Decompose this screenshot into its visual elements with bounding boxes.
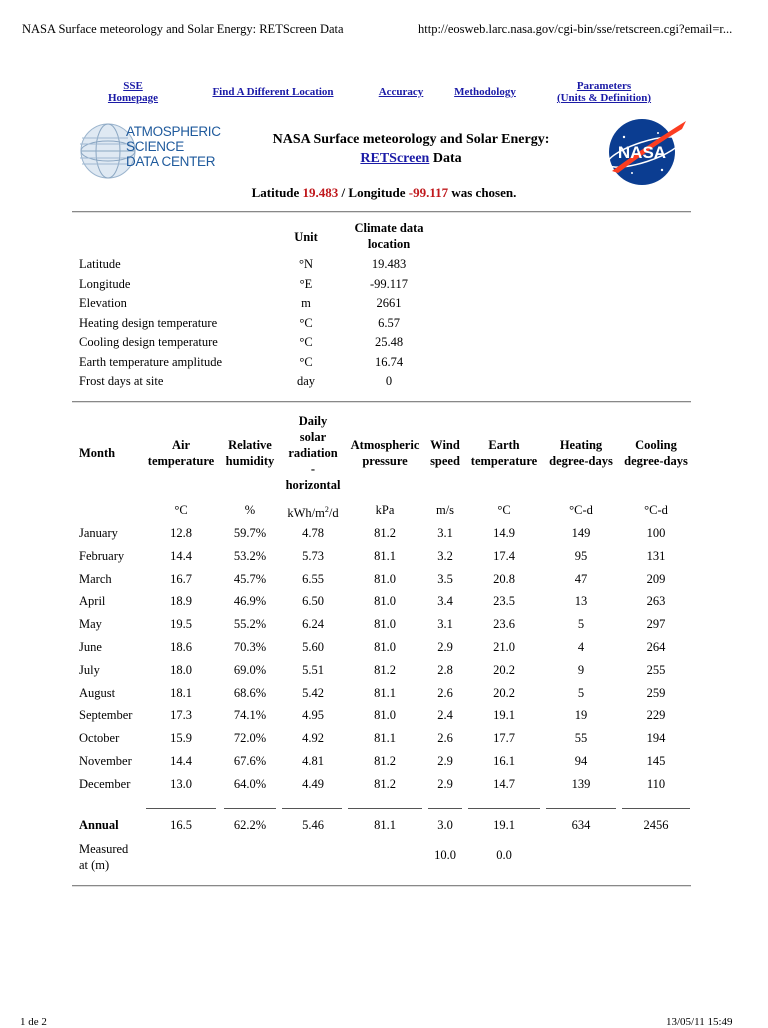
cell-earth: 20.2 bbox=[493, 685, 515, 700]
column-rule bbox=[622, 808, 690, 809]
cell-rh: 45.7% bbox=[233, 571, 267, 586]
location-row-value: 19.483 bbox=[371, 257, 407, 271]
annual-earth: 19.1 bbox=[493, 818, 515, 832]
annual-solar: 5.46 bbox=[302, 818, 324, 832]
location-row-unit: °E bbox=[299, 276, 313, 291]
cell-cool: 264 bbox=[646, 640, 666, 654]
cell-rh: 72.0% bbox=[233, 731, 267, 746]
cell-sol: 5.73 bbox=[302, 548, 324, 563]
chosen-location: Latitude 19.483 / Longitude -99.117 was chosen. bbox=[251, 185, 517, 200]
month-label: February bbox=[79, 548, 125, 563]
column-rule bbox=[348, 808, 422, 809]
cell-wind: 2.6 bbox=[437, 731, 453, 746]
cell-wind: 3.2 bbox=[437, 548, 453, 563]
cell-sol: 4.78 bbox=[302, 526, 324, 540]
cell-earth: 23.6 bbox=[493, 617, 515, 632]
cell-wind: 3.5 bbox=[437, 571, 453, 586]
cell-sol: 6.55 bbox=[302, 571, 324, 586]
cell-atm: 81.2 bbox=[374, 662, 396, 677]
cell-cool: 255 bbox=[646, 662, 666, 677]
annual-air: 16.5 bbox=[170, 818, 192, 832]
cell-atm: 81.0 bbox=[374, 617, 396, 632]
cell-air: 18.1 bbox=[170, 685, 192, 700]
air-temp-header: Air temperature bbox=[147, 438, 215, 468]
cell-rh: 53.2% bbox=[233, 548, 267, 563]
cell-sol: 5.42 bbox=[302, 685, 324, 700]
column-rule bbox=[546, 808, 616, 809]
cell-wind: 2.9 bbox=[437, 754, 453, 768]
cell-sol: 4.81 bbox=[302, 754, 324, 768]
asdc-logo-text: ATMOSPHERIC SCIENCE DATA CENTER bbox=[126, 124, 221, 169]
cell-atm: 81.0 bbox=[374, 571, 396, 586]
cell-heat: 9 bbox=[577, 662, 585, 677]
cell-atm: 81.0 bbox=[374, 640, 396, 654]
cell-air: 15.9 bbox=[170, 731, 192, 746]
cell-wind: 3.4 bbox=[437, 594, 453, 609]
cell-cool: 145 bbox=[646, 754, 666, 768]
cell-heat: 4 bbox=[577, 640, 585, 654]
cell-cool: 263 bbox=[646, 594, 666, 609]
cell-atm: 81.2 bbox=[374, 754, 396, 768]
cell-cool: 229 bbox=[646, 708, 666, 723]
solar-unit: kWh/$m^2/d$ bbox=[287, 505, 339, 521]
pressure-unit: kPa bbox=[375, 503, 395, 517]
cell-air: 19.5 bbox=[170, 617, 192, 632]
cell-atm: 81.2 bbox=[374, 526, 396, 540]
asdc-logo bbox=[78, 118, 228, 184]
cell-heat: 47 bbox=[574, 571, 588, 586]
wind-unit: m/s bbox=[435, 503, 455, 517]
cell-air: 14.4 bbox=[170, 754, 192, 768]
month-label: August bbox=[79, 685, 116, 700]
cell-air: 17.3 bbox=[170, 708, 192, 723]
annual-wind: 3.0 bbox=[437, 818, 453, 832]
cell-atm: 81.2 bbox=[374, 776, 396, 791]
cell-rh: 46.9% bbox=[233, 594, 267, 609]
location-row-label: Cooling design temperature bbox=[79, 335, 218, 349]
rh-unit: % bbox=[244, 503, 256, 517]
location-row-label: Frost days at site bbox=[79, 374, 164, 388]
location-row-unit: m bbox=[301, 296, 311, 310]
cell-earth: 21.0 bbox=[493, 640, 515, 654]
location-row-label: Longitude bbox=[79, 276, 131, 291]
cell-heat: 139 bbox=[571, 776, 591, 791]
parameters-link[interactable]: Parameters (Units & Definition) bbox=[556, 80, 652, 104]
month-label: October bbox=[79, 731, 120, 746]
cell-earth: 23.5 bbox=[493, 594, 515, 609]
column-rule bbox=[146, 808, 216, 809]
divider bbox=[72, 401, 691, 403]
earth-temp-unit: °C bbox=[497, 503, 511, 517]
cell-sol: 4.92 bbox=[302, 731, 324, 746]
cell-wind: 2.9 bbox=[437, 776, 453, 791]
wind-header: Wind speed bbox=[430, 438, 460, 468]
chosen-longitude: -99.117 bbox=[408, 185, 449, 200]
month-label: June bbox=[79, 640, 102, 654]
location-row-value: -99.117 bbox=[369, 276, 409, 291]
location-row-label: Latitude bbox=[79, 257, 121, 271]
location-row-value: 16.74 bbox=[374, 354, 404, 369]
cell-heat: 5 bbox=[577, 617, 585, 632]
cell-sol: 6.50 bbox=[302, 594, 324, 609]
cell-cool: 209 bbox=[646, 571, 666, 586]
rh-header: Relative humidity bbox=[225, 438, 275, 468]
location-row-unit: °C bbox=[299, 315, 313, 330]
location-row-value: 6.57 bbox=[378, 315, 400, 330]
cell-heat: 13 bbox=[574, 594, 588, 609]
find-location-link[interactable]: Find A Different Location bbox=[212, 86, 334, 98]
print-header-url: http://eosweb.larc.nasa.gov/cgi-bin/sse/retscreen.cgi?email=r... bbox=[418, 22, 733, 36]
cell-sol: 6.24 bbox=[302, 617, 324, 632]
print-header-title: NASA Surface meteorology and Solar Energy: RETScreen Data bbox=[22, 22, 344, 36]
cell-rh: 70.3% bbox=[233, 640, 267, 654]
cooling-dd-header: Cooling degree-days bbox=[624, 438, 688, 468]
heating-unit: °C-d bbox=[569, 503, 593, 517]
measured-earth: 0.0 bbox=[496, 848, 512, 862]
methodology-link[interactable]: Methodology bbox=[454, 86, 516, 98]
cell-wind: 3.1 bbox=[437, 526, 453, 540]
column-rule bbox=[224, 808, 276, 809]
month-label: July bbox=[79, 662, 100, 677]
measured-wind: 10.0 bbox=[434, 848, 456, 862]
annual-label: Annual bbox=[79, 818, 119, 832]
cell-cool: 297 bbox=[646, 617, 666, 632]
cell-earth: 20.8 bbox=[493, 571, 515, 586]
cell-rh: 55.2% bbox=[233, 617, 267, 632]
measured-label: Measured at (m) bbox=[79, 842, 129, 872]
cell-earth: 19.1 bbox=[493, 708, 515, 723]
cell-air: 16.7 bbox=[170, 571, 192, 586]
annual-cooling: 2456 bbox=[643, 818, 669, 832]
page-counter: 1 de 2 bbox=[20, 1016, 47, 1028]
nasa-logo-text: NASA bbox=[617, 143, 667, 162]
divider bbox=[72, 885, 691, 887]
location-row-unit: °C bbox=[299, 335, 313, 349]
cell-earth: 14.9 bbox=[493, 526, 515, 540]
cell-heat: 94 bbox=[574, 754, 588, 768]
cell-cool: 110 bbox=[646, 776, 666, 791]
cell-earth: 17.7 bbox=[493, 731, 515, 746]
unit-header: Unit bbox=[294, 230, 318, 244]
cell-air: 12.8 bbox=[170, 526, 192, 540]
divider bbox=[72, 211, 691, 213]
page-title: NASA Surface meteorology and Solar Energy: RETScreen Data bbox=[272, 132, 550, 166]
nasa-meatball-logo bbox=[602, 115, 688, 187]
cell-atm: 81.0 bbox=[374, 708, 396, 723]
cell-sol: 4.95 bbox=[302, 708, 324, 723]
cell-heat: 149 bbox=[571, 526, 591, 540]
cell-wind: 3.1 bbox=[437, 617, 453, 632]
cell-cool: 131 bbox=[646, 548, 666, 563]
annual-heating: 634 bbox=[571, 818, 591, 832]
month-label: January bbox=[79, 526, 118, 540]
cell-wind: 2.6 bbox=[437, 685, 453, 700]
location-row-value: 0 bbox=[385, 374, 393, 388]
heating-dd-header: Heating degree-days bbox=[549, 438, 613, 468]
cell-sol: 5.60 bbox=[302, 640, 324, 654]
cell-cool: 194 bbox=[646, 731, 666, 746]
cell-heat: 95 bbox=[574, 548, 588, 563]
cell-rh: 59.7% bbox=[233, 526, 267, 540]
month-header: Month bbox=[79, 446, 116, 460]
chosen-latitude: 19.483 bbox=[302, 185, 339, 200]
cell-air: 13.0 bbox=[170, 776, 192, 791]
location-row-unit: °N bbox=[298, 257, 314, 271]
annual-pressure: 81.1 bbox=[374, 818, 396, 832]
print-timestamp: 13/05/11 15:49 bbox=[666, 1016, 733, 1028]
sse-homepage-link[interactable]: SSE Homepage bbox=[107, 80, 159, 104]
column-rule bbox=[282, 808, 342, 809]
cell-air: 18.9 bbox=[170, 594, 192, 609]
cell-rh: 68.6% bbox=[233, 685, 267, 700]
solar-radiation-header: Daily solar radiation - horizontal bbox=[285, 414, 341, 492]
location-row-unit: °C bbox=[299, 354, 313, 369]
cell-sol: 5.51 bbox=[302, 662, 324, 677]
air-temp-unit: °C bbox=[174, 503, 188, 517]
cell-earth: 16.1 bbox=[493, 754, 515, 768]
earth-temp-header: Earth temperature bbox=[470, 438, 538, 468]
cell-cool: 100 bbox=[646, 526, 666, 540]
cell-earth: 17.4 bbox=[493, 548, 515, 563]
cell-wind: 2.8 bbox=[437, 662, 453, 677]
cell-heat: 5 bbox=[577, 685, 585, 700]
location-row-label: Earth temperature amplitude bbox=[79, 354, 222, 369]
cell-wind: 2.9 bbox=[437, 640, 453, 654]
pressure-header: Atmospheric pressure bbox=[350, 438, 420, 468]
location-row-value: 2661 bbox=[376, 296, 402, 310]
location-row-unit: day bbox=[296, 374, 316, 388]
cell-sol: 4.49 bbox=[302, 776, 324, 791]
location-row-label: Elevation bbox=[79, 296, 127, 310]
cell-atm: 81.0 bbox=[374, 594, 396, 609]
location-row-value: 25.48 bbox=[374, 335, 404, 349]
column-rule bbox=[468, 808, 540, 809]
cell-heat: 55 bbox=[574, 731, 588, 746]
cell-air: 18.0 bbox=[170, 662, 192, 677]
month-label: May bbox=[79, 617, 102, 632]
cell-cool: 259 bbox=[646, 685, 666, 700]
cell-heat: 19 bbox=[574, 708, 588, 723]
cell-rh: 69.0% bbox=[233, 662, 267, 677]
cell-air: 18.6 bbox=[170, 640, 192, 654]
month-label: November bbox=[79, 754, 132, 768]
cell-atm: 81.1 bbox=[374, 731, 396, 746]
cooling-unit: °C-d bbox=[644, 503, 668, 517]
climate-location-header: Climate data location bbox=[354, 221, 424, 251]
month-label: March bbox=[79, 571, 112, 586]
retscreen-link[interactable]: RETScreen bbox=[360, 151, 430, 166]
month-label: April bbox=[79, 594, 106, 609]
annual-rh: 62.2% bbox=[233, 818, 267, 832]
cell-air: 14.4 bbox=[170, 548, 192, 563]
location-row-label: Heating design temperature bbox=[79, 315, 218, 330]
cell-wind: 2.4 bbox=[437, 708, 453, 723]
column-rule bbox=[428, 808, 462, 809]
top-nav bbox=[0, 80, 768, 110]
cell-rh: 64.0% bbox=[233, 776, 267, 791]
cell-atm: 81.1 bbox=[374, 685, 396, 700]
accuracy-link[interactable]: Accuracy bbox=[378, 86, 424, 98]
cell-atm: 81.1 bbox=[374, 548, 396, 563]
month-label: December bbox=[79, 776, 131, 791]
cell-earth: 14.7 bbox=[493, 776, 515, 791]
cell-earth: 20.2 bbox=[493, 662, 515, 677]
cell-rh: 74.1% bbox=[233, 708, 267, 723]
month-label: September bbox=[79, 708, 133, 723]
cell-rh: 67.6% bbox=[233, 754, 267, 768]
